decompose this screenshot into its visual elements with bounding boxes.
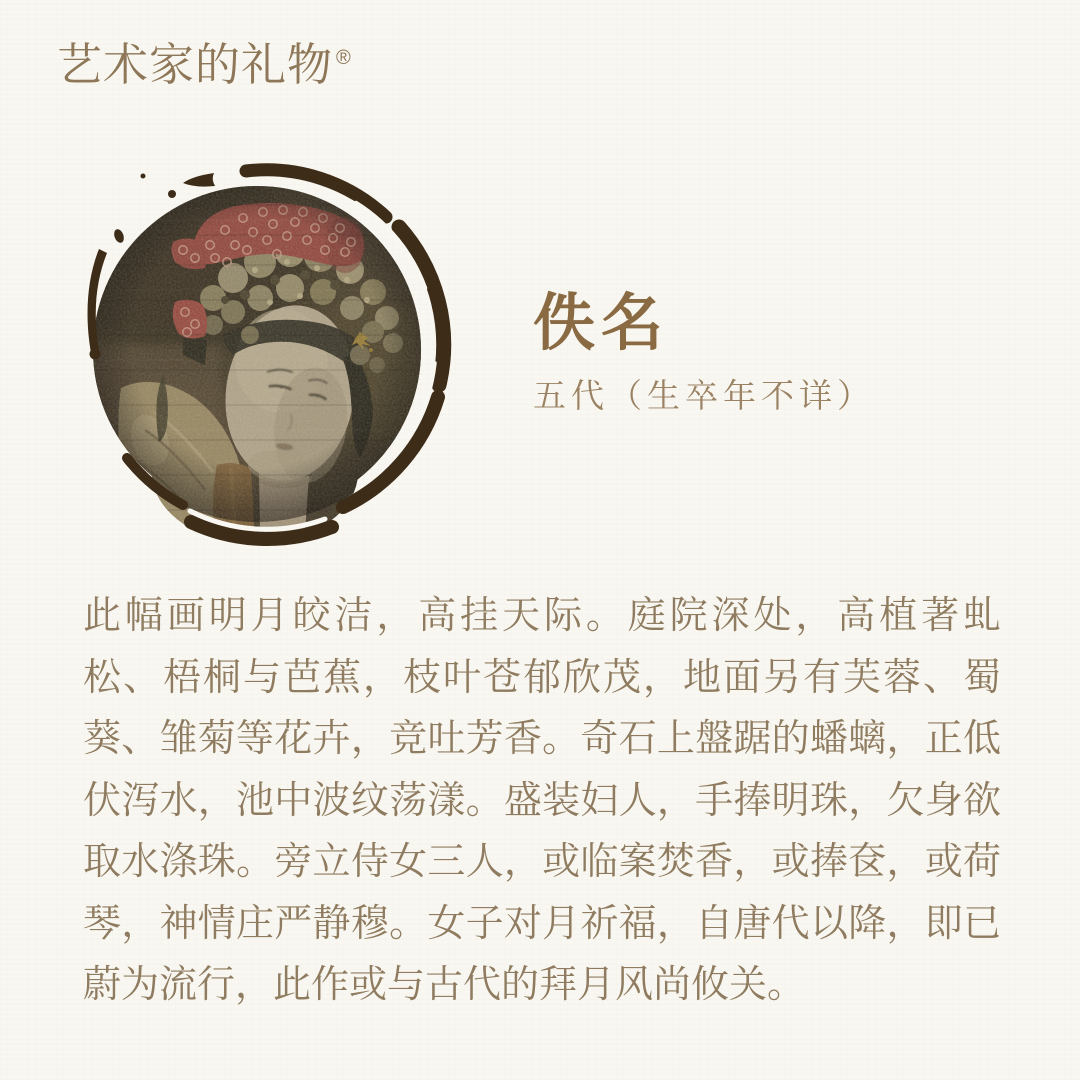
text-line: 琴，神情庄严静穆。女子对月祈福，自唐代以降，即已	[83, 902, 1001, 945]
artist-block	[533, 290, 875, 415]
portrait-illustration	[55, 150, 475, 562]
registered-trademark-icon: ®	[336, 47, 352, 69]
text-line: 葵、雏菊等花卉，竞吐芳香。奇石上盤踞的蟠螭，正低	[83, 718, 1001, 760]
portrait-image	[55, 150, 475, 562]
text-line: 取水涤珠。旁立侍女三人，或临案焚香，或捧奁，或荷	[83, 841, 1001, 883]
brand-logo	[57, 40, 352, 90]
text-line: 伏泻水，池中波纹荡漾。盛装妇人，手捧明珠，欠身欲	[83, 779, 1001, 822]
text-line: 蔚为流行，此作或与古代的拜月风尚攸关。	[83, 964, 806, 1006]
artist-name: 佚名	[533, 290, 670, 358]
text-line: 松、梧桐与芭蕉，枝叶苍郁欣茂，地面另有芙蓉、蜀	[83, 656, 1001, 699]
artist-era: 五代（生卒年不详）	[533, 379, 875, 415]
description-text	[83, 586, 1001, 1017]
text-line: 此幅画明月皎洁，高挂天际。庭院深处，高植著虬	[83, 595, 1001, 637]
brand-name: 艺术家的礼物	[57, 39, 334, 90]
